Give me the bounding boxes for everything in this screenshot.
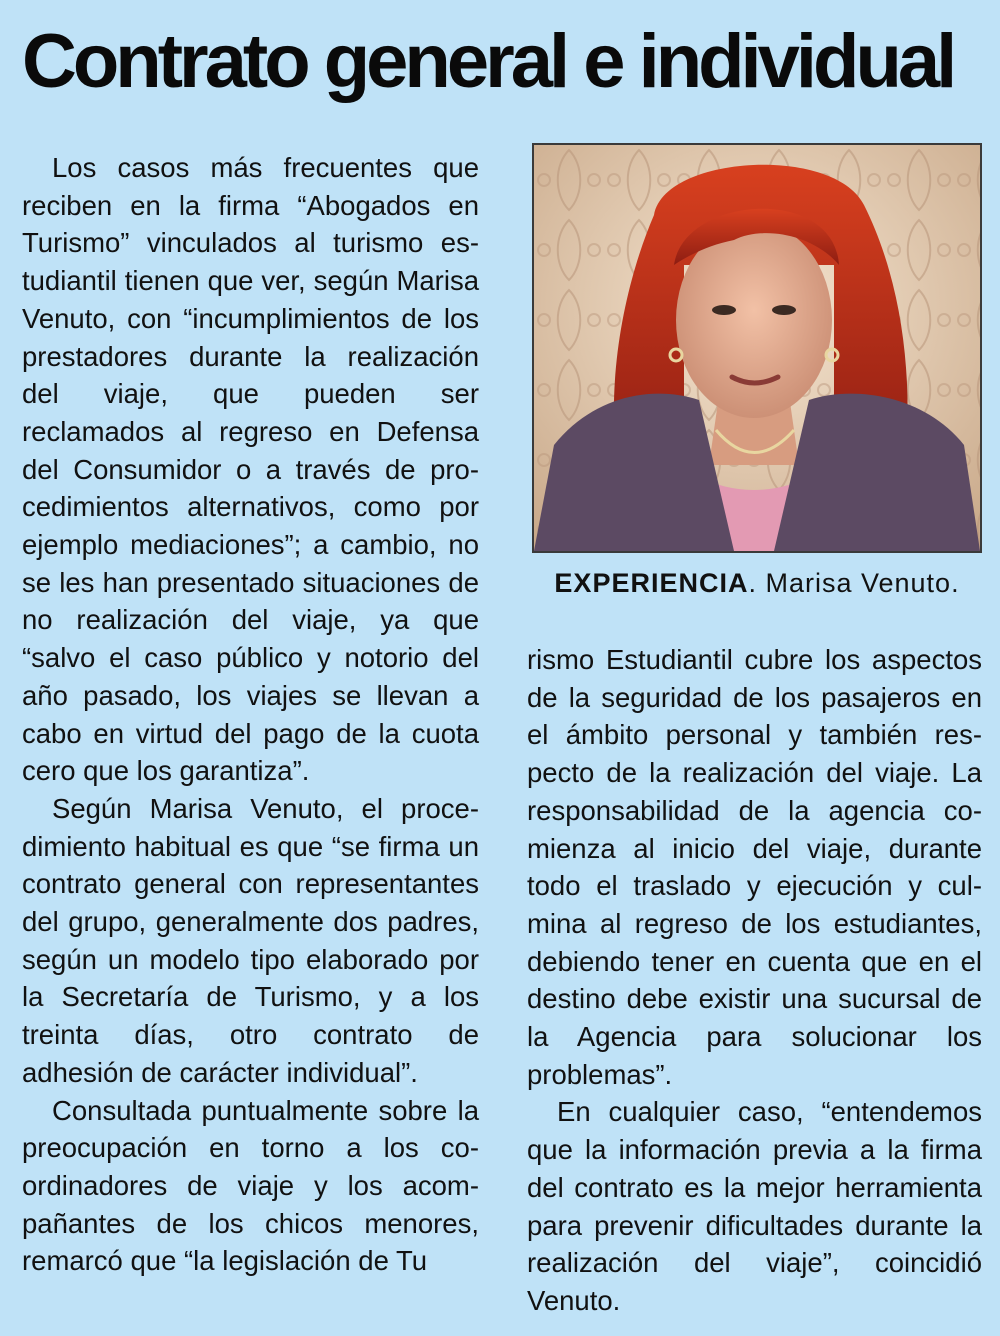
portrait-photo (532, 143, 982, 553)
headline: Contrato general e individual (22, 19, 954, 104)
article-column-right (527, 641, 982, 1320)
article-column-left (22, 149, 479, 1280)
portrait-illustration (534, 145, 980, 551)
paragraph: rismo Estudiantil cubre los aspectos de la seguridad de los pasajeros en el ámbito personal y también respecto de la realización del viaje. La responsabilidad de la agencia comienza al inicio del viaje, durante todo el traslado y ejecución y culmina al regreso de los estudiantes, debiendo tener en cuenta que en el destino debe existir una sucursal de la Agencia para solucionar los problemas”. (527, 644, 982, 1090)
caption-text: . Marisa Venuto. (748, 568, 960, 598)
caption-kicker: EXPERIENCIA (554, 568, 749, 598)
photo-caption (532, 565, 982, 601)
paragraph: Según Marisa Venuto, el procedimiento habitual es que “se firma un contrato general con representantes del grupo, generalmente dos padres, según un modelo tipo elaborado por la Secretaría de Turismo, y a los treinta días, otro contrato de adhesión de carácter individual”. (22, 792, 479, 1088)
paragraph: En cualquier caso, “entendemos que la información previa a la firma del contrato es la mejor herramienta para prevenir dificultades durante la realización del viaje”, coincidió Venuto. (527, 1096, 982, 1316)
paragraph: Consultada puntualmente sobre la preocupación en torno a los coordinadores de viaje y los acompañantes de los chicos menores, remarcó que “la legislación de Tu (22, 1094, 479, 1277)
paragraph: Los casos más frecuentes que reciben en la firma “Abogados en Turismo” vinculados al turismo estudiantil tienen que ver, según Marisa Venuto, con “incumplimientos de los prestadores durante la realización del viaje, que pueden ser reclamados al regreso en Defensa del Consumidor o a través de procedimientos alternativos, como por ejemplo mediaciones”; a cambio, no se les han presentado situaciones de no realización del viaje, ya que “salvo el caso público y notorio del año pasado, los viajes se llevan a cabo en virtud del pago de la cuota cero que los garantiza”. (22, 152, 479, 787)
